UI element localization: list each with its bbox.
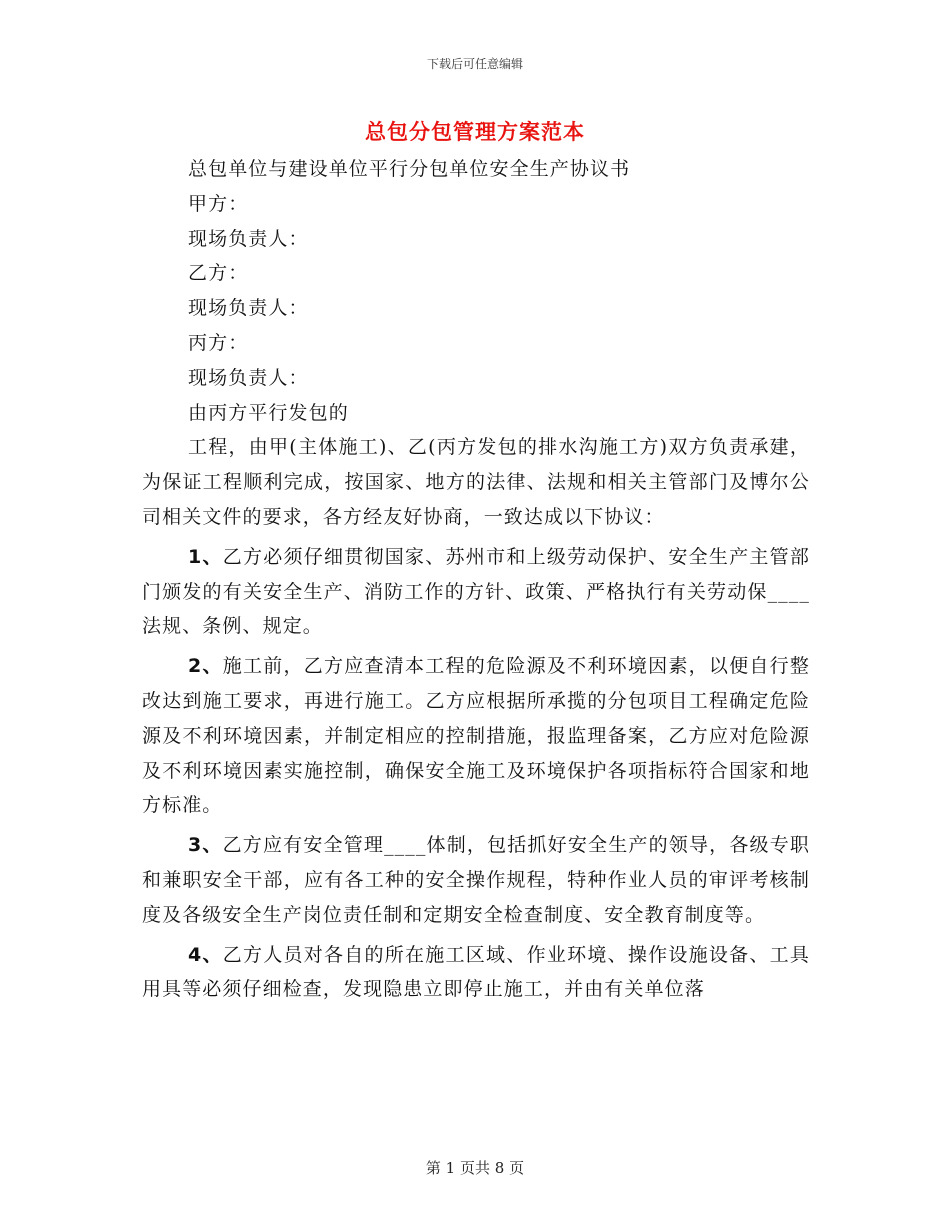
intro-paragraph: 工程，由甲(主体施工)、乙(丙方发包的排水沟施工方)双方负责承建，为保证工程顺利完成，按国家、地方的法律、法规和相关主管部门及博尔公司相关文件的要求，各方经友好协商，一致达成以下协议： <box>142 436 810 528</box>
contract-by-party-c: 由丙方平行发包的 <box>188 401 349 424</box>
clause-text: 施工前，乙方应查清本工程的危险源及不利环境因素，以便自行整改达到施工要求，再进行施工。乙方应根据所承揽的分包项目工程确定危险源及不利环境因素，并制定相应的控制措施，报监理备案，乙方应对危险源及不利环境因素实施控制，确保安全施工及环境保护各项指标符合国家和地方标准。 <box>142 655 810 817</box>
document-body <box>142 152 810 1007</box>
document-title: 总包分包管理方案范本 <box>365 119 585 144</box>
clause-text: 乙方应有安全管理____体制，包括抓好安全生产的领导，各级专职和兼职安全干部，应有各工种的安全操作规程，特种作业人员的审评考核制度及各级安全生产岗位责任制和定期安全检查制度、安全教育制度等。 <box>142 834 810 926</box>
party-a-manager-label: 现场负责人： <box>188 227 309 250</box>
clause-text: 乙方必须仔细贯彻国家、苏州市和上级劳动保护、安全生产主管部门颁发的有关安全生产、消防工作的方针、政策、严格执行有关劳动保____法规、条例、规定。 <box>142 545 810 638</box>
clause-1 <box>142 540 810 644</box>
clause-4 <box>142 938 810 1008</box>
clause-text: 乙方人员对各自的所在施工区域、作业环境、操作设施设备、工具用具等必须仔细检查，发现隐患立即停止施工，并由有关单位落 <box>142 943 810 1001</box>
clause-number: 2、 <box>188 655 223 678</box>
clause-number: 3、 <box>188 834 223 857</box>
header-note: 下载后可任意编辑 <box>426 57 523 71</box>
page-footer: 第 1 页共 8 页 <box>425 1159 525 1177</box>
party-c-label: 丙方： <box>188 331 249 354</box>
party-b-label: 乙方： <box>188 262 249 285</box>
clause-number: 4、 <box>188 943 223 966</box>
agreement-heading: 总包单位与建设单位平行分包单位安全生产协议书 <box>188 158 631 180</box>
clause-2 <box>142 649 810 823</box>
clause-3 <box>142 828 810 932</box>
party-c-manager-label: 现场负责人： <box>188 366 309 389</box>
party-b-manager-label: 现场负责人： <box>188 297 309 320</box>
clause-number: 1、 <box>188 545 223 568</box>
party-a-label: 甲方： <box>188 192 249 215</box>
